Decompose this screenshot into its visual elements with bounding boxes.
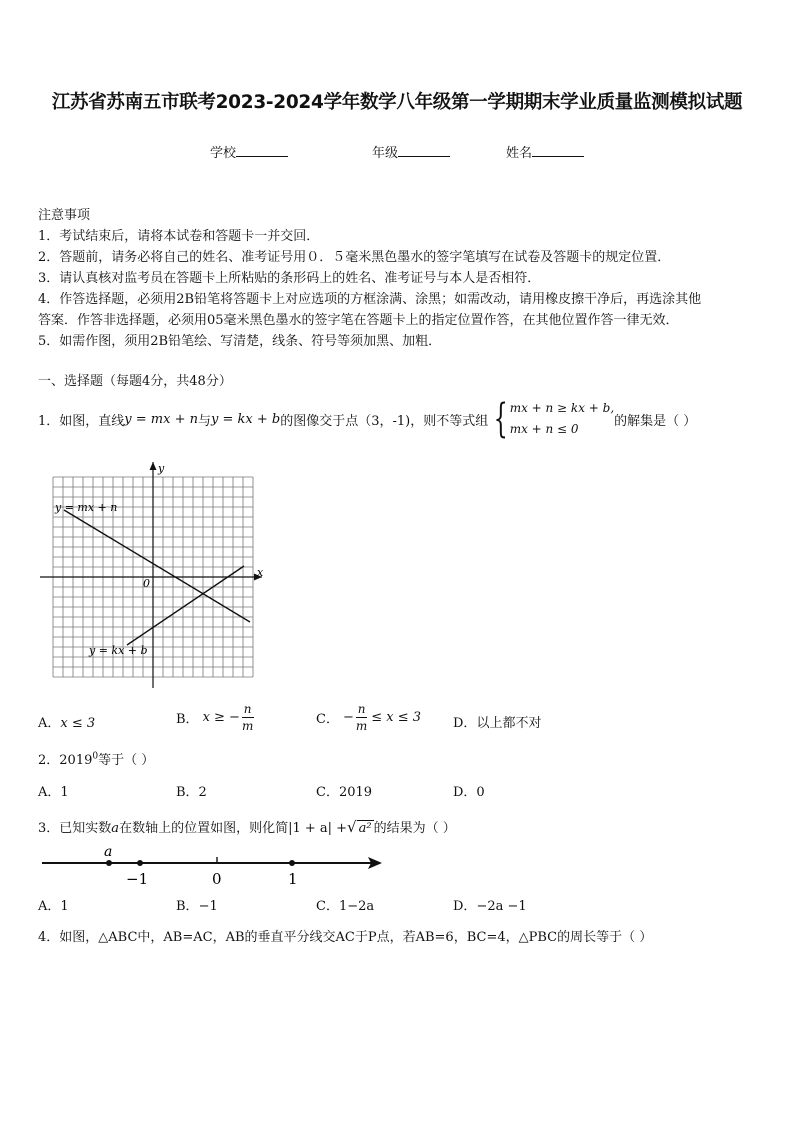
q3-text-a: 已知实数 — [59, 821, 112, 836]
fraction-n-over-m — [354, 703, 369, 732]
note-item: 答案．作答非选择题，必须用05毫米黑色墨水的签字笔在答题卡上的指定位置作答，在其他位置作答一律无效． — [38, 313, 679, 328]
y-axis-label: y — [158, 462, 165, 475]
question-2-stem — [38, 749, 154, 768]
q1-option-b[interactable] — [176, 703, 255, 732]
option-label: C． — [316, 712, 339, 728]
school-field — [210, 142, 288, 161]
grade-blank — [398, 144, 450, 157]
q1-option-d[interactable] — [453, 712, 541, 731]
label-zero: 0 — [212, 870, 222, 888]
section-heading: 一、选择题（每题4分，共48分） — [38, 374, 232, 389]
q3-option-a[interactable] — [38, 895, 69, 914]
label-one: 1 — [288, 870, 298, 888]
option-label: D． — [453, 899, 477, 914]
label-a: a — [104, 844, 113, 860]
q2-text: 等于（ ） — [98, 753, 155, 768]
q1-eq1: y = mx + n — [124, 411, 198, 427]
frac-num: n — [243, 702, 252, 716]
question-1-stem — [38, 398, 696, 440]
brace-symbol: { — [493, 396, 508, 442]
option-expr: x ≥ − — [202, 710, 240, 726]
option-expr: 1−2a — [338, 899, 375, 914]
y-axis-arrow — [150, 462, 157, 470]
q1-option-c[interactable] — [316, 703, 421, 732]
q2-option-b[interactable]: B．2 — [176, 785, 207, 800]
line2-label: y = kx + b — [89, 644, 148, 657]
grade-field — [372, 142, 450, 161]
sqrt-icon: √ — [347, 818, 357, 836]
option-label: B． — [176, 899, 199, 914]
q3-var: a — [111, 821, 120, 836]
q3-option-b[interactable] — [176, 895, 218, 914]
grade-label: 年级 — [372, 146, 399, 161]
option-label: B． — [176, 712, 199, 728]
option-expr-pre: − — [342, 710, 354, 726]
option-expr: −1 — [198, 899, 218, 914]
fraction-n-over-m — [240, 703, 255, 732]
note-item: 4．作答选择题，必须用2B铅笔将答题卡上对应选项的方框涂满、涂黑；如需改动，请用橡皮擦干净后，再选涂其他 — [38, 292, 702, 307]
q4-text: 如图，△ABC中，AB=AC，AB的垂直平分线交AC于P点，若AB=6，BC=4，△PBC的周长等于（ ） — [59, 930, 653, 945]
question-4-stem — [38, 926, 652, 945]
q1-sys-line1: mx + n ≥ kx + b, — [509, 401, 615, 415]
option-expr: −2a −1 — [476, 899, 527, 914]
option-expr: 1 — [60, 899, 69, 914]
name-label: 姓名 — [506, 146, 533, 161]
q1-option-a[interactable] — [38, 712, 95, 731]
q3-option-c[interactable] — [316, 895, 374, 914]
name-blank — [532, 144, 584, 157]
option-expr: x ≤ 3 — [60, 716, 96, 731]
point-1 — [289, 860, 295, 866]
q2-base: 2019 — [59, 753, 93, 768]
line1-label: y = mx + n — [55, 501, 118, 514]
q1-eq2: y = kx + b — [211, 411, 281, 427]
q1-sys-line2: mx + n ≤ 0 — [509, 422, 579, 436]
question-3-stem — [38, 817, 456, 836]
q3-number: 3． — [38, 821, 60, 836]
q3-option-d[interactable] — [453, 895, 527, 914]
q1-number: 1． — [38, 413, 60, 429]
option-label: A． — [38, 899, 61, 914]
name-field — [506, 142, 584, 161]
school-blank — [236, 144, 288, 157]
frac-den: m — [241, 718, 254, 733]
page-title: 江苏省苏南五市联考2023-2024学年数学八年级第一学期期末学业质量监测模拟试题 — [51, 92, 743, 113]
note-item: 3．请认真核对监考员在答题卡上所粘贴的条形码上的姓名、准考证号与本人是否相符． — [38, 271, 541, 286]
note-item: 1．考试结束后，请将本试卷和答题卡一并交回． — [38, 229, 320, 244]
origin-label: 0 — [143, 577, 150, 590]
x-axis-label: x — [257, 566, 264, 579]
notes-heading: 注意事项 — [38, 208, 91, 223]
option-label: C． — [316, 899, 339, 914]
q3-number-line — [38, 842, 388, 890]
point-minus-1 — [137, 860, 143, 866]
option-label: A． — [38, 716, 61, 731]
label-minus-1: −1 — [126, 870, 149, 888]
q1-inequality-system — [488, 398, 614, 440]
q1-graph — [40, 460, 280, 695]
q1-text-d: 的解集是（ ） — [614, 413, 697, 429]
option-text: 以上都不对 — [476, 716, 542, 731]
school-label: 学校 — [210, 146, 237, 161]
frac-den: m — [355, 718, 368, 733]
q2-option-d[interactable]: D．0 — [453, 785, 485, 800]
q2-exponent: 0 — [92, 751, 99, 762]
option-label: D． — [453, 716, 477, 731]
q1-text-c: 的图像交于点（3，-1)，则不等式组 — [280, 413, 489, 429]
q1-text-a: 如图，直线 — [59, 413, 125, 429]
q1-text-b: 与 — [198, 413, 212, 429]
frac-num: n — [357, 702, 366, 716]
q2-number: 2． — [38, 753, 60, 768]
q4-number: 4． — [38, 930, 60, 945]
point-a — [106, 860, 112, 866]
q3-expr: |1 + a| + — [288, 821, 348, 836]
q3-text-c: 的结果为（ ） — [373, 821, 456, 836]
q2-option-c[interactable]: C．2019 — [316, 785, 373, 800]
q3-text-b: 在数轴上的位置如图，则化简 — [119, 821, 289, 836]
note-item: 2．答题前，请务必将自己的姓名、准考证号用０．５毫米黑色墨水的签字笔填写在试卷及答题卡的规定位置． — [38, 250, 671, 265]
note-item: 5．如需作图，须用2B铅笔绘、写清楚，线条、符号等须加黑、加粗． — [38, 334, 442, 349]
option-expr-post: ≤ x ≤ 3 — [371, 710, 422, 726]
q2-option-a[interactable]: A．1 — [38, 785, 69, 800]
q3-sqrt-inner: a² — [358, 821, 372, 836]
